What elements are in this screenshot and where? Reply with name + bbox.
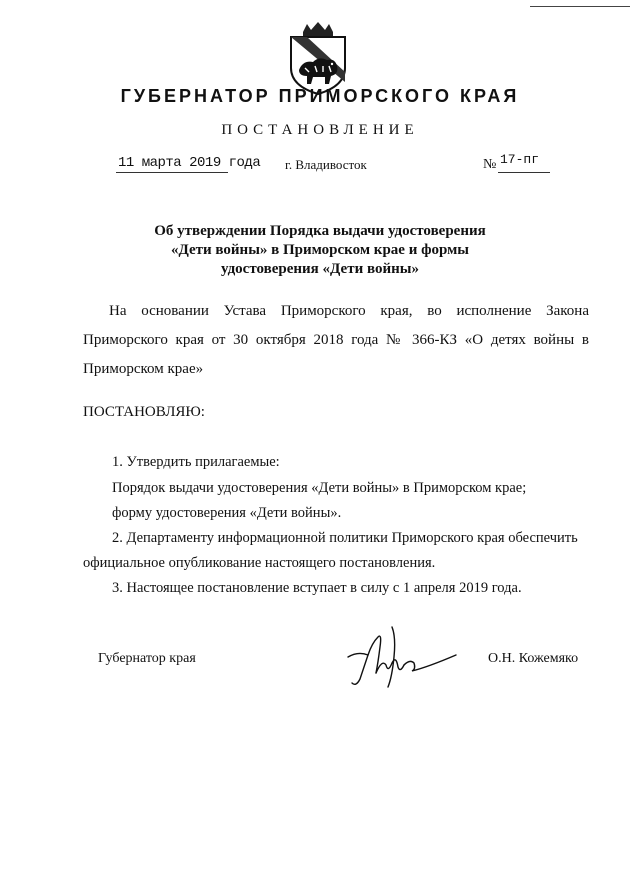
number-underline — [498, 172, 550, 173]
basis-line: На основании Устава Приморского края, во исполнение Закона — [109, 303, 589, 319]
document-type: ПОСТАНОВЛЕНИЕ — [221, 122, 419, 138]
item-1-procedure: Порядок выдачи удостоверения «Дети войны» в Приморском крае; — [112, 480, 527, 496]
handwritten-signature — [338, 617, 458, 693]
item-1-form: форму удостоверения «Дети войны». — [112, 505, 342, 521]
item-3: 3. Настоящее постановление вступает в силу с 1 апреля 2019 года. — [112, 580, 522, 596]
heading-line: «Дети войны» в Приморском крае и формы — [170, 242, 470, 258]
item-2: 2. Департаменту информационной политики Приморского края обеспечить — [112, 530, 578, 546]
heading-line: удостоверения «Дети войны» — [221, 261, 419, 277]
document-date: 11 марта 2019 года — [118, 155, 261, 171]
resolve-word: ПОСТАНОВЛЯЮ: — [83, 404, 205, 420]
basis-paragraph — [83, 297, 589, 384]
signatory-position: Губернатор края — [98, 651, 196, 666]
document-city: г. Владивосток — [285, 157, 367, 172]
basis-line: Приморского края от 30 октября 2018 года № 366-КЗ «О детях войны в — [83, 332, 589, 348]
basis-line: Приморском крае» — [83, 361, 204, 377]
document-heading — [0, 222, 640, 279]
coat-of-arms-icon — [283, 20, 353, 96]
item-1: 1. Утвердить прилагаемые: — [112, 454, 280, 470]
top-corner-rule — [530, 6, 630, 7]
number-sign: № — [483, 157, 497, 172]
heading-line: Об утверждении Порядка выдачи удостоверения — [154, 223, 486, 239]
date-underline — [116, 172, 228, 173]
item-2-continuation: официальное опубликование настоящего постановления. — [83, 555, 436, 571]
document-number: 17-пг — [500, 152, 540, 167]
authority-title: ГУБЕРНАТОР ПРИМОРСКОГО КРАЯ — [120, 86, 520, 106]
signatory-name: О.Н. Кожемяко — [488, 651, 579, 666]
